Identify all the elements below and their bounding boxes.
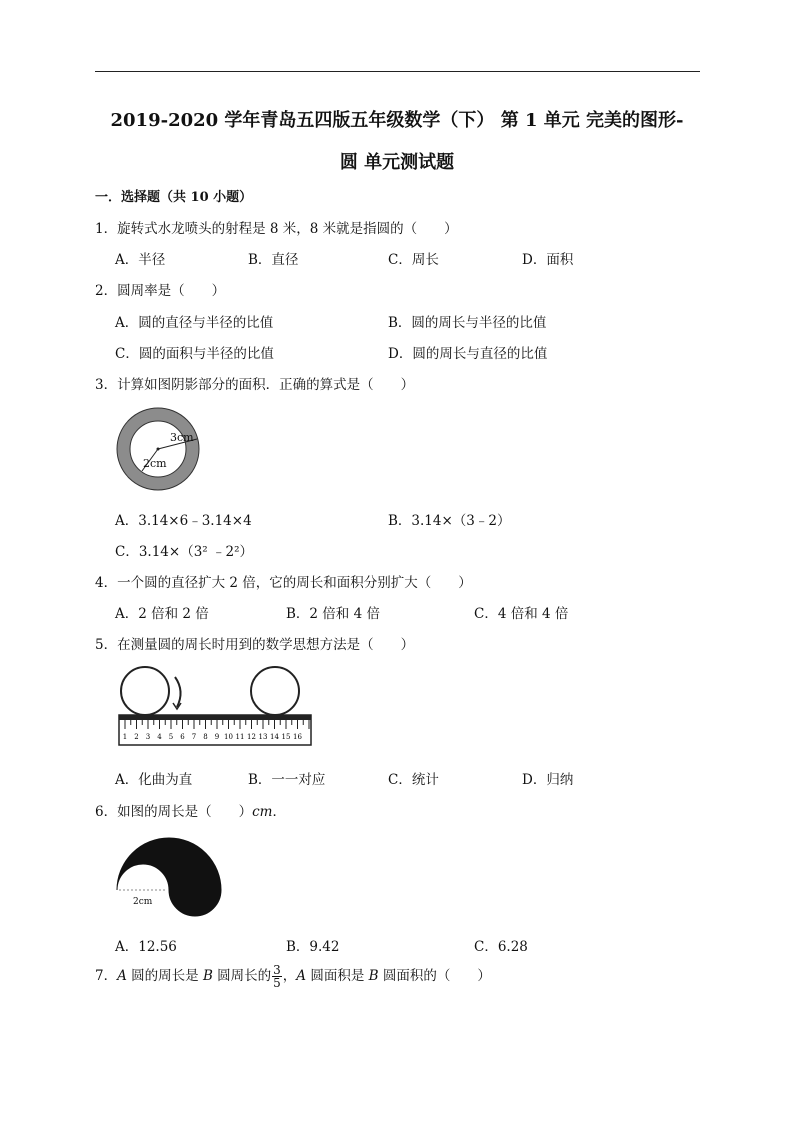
q4-option-b: B．2 倍和 4 倍 (286, 606, 380, 622)
ruler-tick-label: 11 (235, 733, 245, 741)
q1-option-a: A．半径 (115, 252, 166, 268)
roll-arrow-icon (175, 677, 181, 707)
q1-option-c: C．周长 (388, 252, 439, 268)
q4-option-a: A．2 倍和 2 倍 (115, 606, 209, 622)
question-2: 2．圆周率是（ ） (95, 283, 226, 299)
q2-option-d: D．圆的周长与直径的比值 (388, 346, 548, 362)
ruler-tick-label: 3 (145, 733, 151, 741)
ruler-tick-label: 16 (293, 733, 302, 741)
section-heading: 一．选择题（共 10 小题） (95, 190, 253, 205)
q2-option-a: A．圆的直径与半径的比值 (115, 315, 274, 331)
ruler-tick-label: 15 (281, 733, 291, 741)
inner-radius-label: 2cm (143, 457, 167, 470)
annulus-figure (115, 405, 205, 493)
q2-option-b: B．圆的周长与半径的比值 (388, 315, 547, 331)
ruler-tick-label: 4 (157, 733, 162, 741)
q5-option-a: A．化曲为直 (115, 772, 193, 788)
q6-option-b: B．9.42 (286, 939, 340, 955)
ruler-tick-label: 7 (191, 733, 197, 741)
ruler-tick-label: 14 (270, 733, 279, 741)
question-7: 7．A 圆的周长是 B 圆周长的 $\frac{3}{5}$ ，A 圆面积是 B 圆面积的（ ） (95, 963, 491, 990)
page-title-line-1: 2019-2020 学年青岛五四版五年级数学（下） 第 1 单元 完美的图形- (110, 110, 684, 131)
q3-option-a: A．3.14×6﹣3.14×4 (115, 513, 252, 529)
q4-option-c: C．4 倍和 4 倍 (474, 606, 569, 622)
ruler-tick-label: 2 (134, 733, 139, 741)
q6-option-a: A．12.56 (115, 939, 177, 955)
fraction: $\frac{3}{5}$ (273, 963, 281, 990)
ruler-tick-label: 9 (214, 733, 220, 741)
question-4: 4．一个圆的直径扩大 2 倍，它的周长和面积分别扩大（ ） (95, 575, 472, 591)
q1-option-b: B．直径 (248, 252, 299, 268)
q3-option-c: C．3.14×（3² ﹣2²） (115, 544, 253, 560)
crescent-figure (113, 832, 225, 920)
q3-option-b: B．3.14×（3﹣2） (388, 513, 511, 529)
page-title-line-2: 圆 单元测试题 (339, 152, 455, 173)
ruler-tick-label: 6 (180, 733, 185, 741)
rolling-circle-figure (115, 663, 315, 749)
question-3: 3．计算如图阴影部分的面积．正确的算式是（ ） (95, 377, 415, 393)
outer-radius-label: 3cm (170, 431, 194, 444)
diameter-label: 2cm (133, 897, 153, 907)
ruler-tick-label: 5 (168, 733, 174, 741)
ruler-tick-label: 1 (122, 733, 128, 741)
q5-option-b: B．一一对应 (248, 772, 326, 788)
q5-option-c: C．统计 (388, 772, 439, 788)
ruler-tick-label: 12 (247, 733, 256, 741)
q5-option-d: D．归纳 (522, 772, 574, 788)
circle-start (121, 667, 169, 715)
ruler-tick-label: 13 (258, 733, 268, 741)
ruler-tick-label: 10 (224, 733, 233, 741)
header-rule (95, 71, 700, 72)
unit-cm: cm (252, 804, 273, 820)
question-1: 1．旋转式水龙喷头的射程是 8 米，8 米就是指圆的（ ） (95, 221, 458, 237)
ruler-tick-label: 8 (203, 733, 208, 741)
question-6: 6．如图的周长是（ ）cm． (95, 804, 286, 820)
q1-option-d: D．面积 (522, 252, 574, 268)
circle-end (251, 667, 299, 715)
question-5: 5．在测量圆的周长时用到的数学思想方法是（ ） (95, 637, 415, 653)
q6-option-c: C．6.28 (474, 939, 528, 955)
q2-option-c: C．圆的面积与半径的比值 (115, 346, 274, 362)
